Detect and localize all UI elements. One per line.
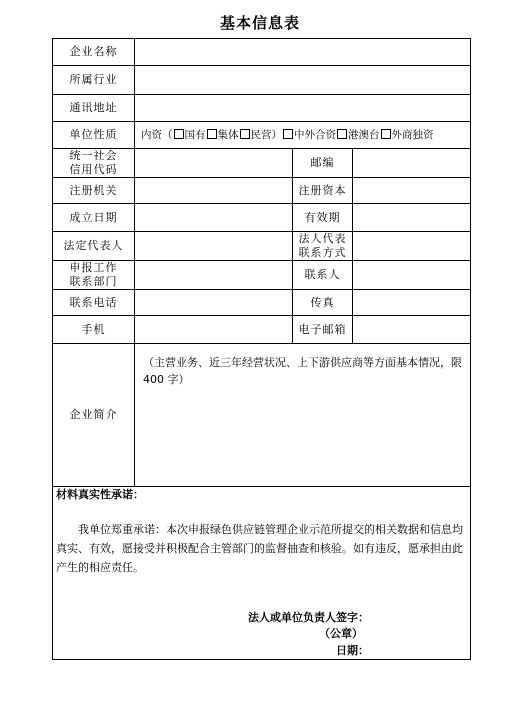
dept-line2: 联系部门 — [69, 275, 118, 288]
reg-authority-field[interactable] — [135, 178, 293, 204]
date-label[interactable]: 日期： — [336, 644, 370, 657]
label-legal-contact — [293, 232, 353, 261]
state-label: 国有 — [184, 129, 206, 141]
label-credit-code — [53, 149, 135, 178]
label-postcode: 邮编 — [293, 149, 353, 178]
legal-contact-field[interactable] — [353, 232, 471, 261]
valid-period-field[interactable] — [353, 204, 471, 232]
state-checkbox[interactable] — [174, 129, 184, 139]
company-name-field[interactable] — [135, 39, 471, 66]
form-title: 基本信息表 — [219, 14, 300, 32]
signature-label[interactable]: 法人或单位负责人签字： — [248, 611, 370, 624]
phone-field[interactable] — [135, 290, 293, 316]
collective-checkbox[interactable] — [207, 129, 217, 139]
intro-hint: （主营业务、近三年经营状况、上下游供应商等方面基本情况，限 400 字） — [143, 356, 462, 386]
label-company-name: 企业名称 — [53, 39, 135, 66]
credit-code-line2: 信用代码 — [69, 163, 118, 176]
email-field[interactable] — [353, 316, 471, 344]
legal-contact-line1: 法人代表 — [298, 232, 347, 245]
intro-field[interactable] — [135, 344, 471, 487]
basic-info-table — [52, 38, 471, 660]
dept-field[interactable] — [135, 261, 293, 290]
label-intro: 企业简介 — [53, 344, 135, 487]
label-fax: 传真 — [293, 290, 353, 316]
label-address: 通讯地址 — [53, 95, 135, 122]
fax-field[interactable] — [353, 290, 471, 316]
unit-nature-options — [135, 122, 471, 149]
jv-label: 中外合资 — [294, 129, 336, 141]
mobile-field[interactable] — [135, 316, 293, 344]
label-reg-authority: 注册机关 — [53, 178, 135, 204]
promise-body: 我单位郑重承诺：本次申报绿色供应链管理企业示范所提交的相关数据和信息均真实、有效，愿接受并积极配合主管部门的监督抽查和核验。如有违反，愿承担由此产生的相应责任。 — [56, 523, 463, 574]
promise-section — [53, 487, 471, 660]
hk-label: 港澳台 — [348, 129, 380, 141]
seal-label: （公章） — [319, 627, 364, 640]
industry-field[interactable] — [135, 66, 471, 95]
contact-person-field[interactable] — [353, 261, 471, 290]
private-label: 民营 — [250, 129, 272, 141]
promise-title: 材料真实性承诺： — [56, 488, 144, 501]
label-industry: 所属行业 — [53, 66, 135, 95]
jv-checkbox[interactable] — [283, 129, 293, 139]
label-legal-rep: 法定代表人 — [53, 232, 135, 261]
label-contact-person: 联系人 — [293, 261, 353, 290]
label-est-date: 成立日期 — [53, 204, 135, 232]
est-date-field[interactable] — [135, 204, 293, 232]
reg-capital-field[interactable] — [353, 178, 471, 204]
credit-code-field[interactable] — [135, 149, 293, 178]
foreign-label: 外商独资 — [391, 129, 434, 141]
private-checkbox[interactable] — [240, 129, 250, 139]
nature-prefix: 内资（ — [141, 129, 173, 141]
label-reg-capital: 注册资本 — [293, 178, 353, 204]
collective-label: 集体 — [217, 129, 239, 141]
hk-checkbox[interactable] — [337, 129, 347, 139]
address-field[interactable] — [135, 95, 471, 122]
dept-line1: 申报工作 — [69, 261, 118, 274]
nature-close: ） — [271, 129, 282, 141]
postcode-field[interactable] — [353, 149, 471, 178]
legal-contact-line2: 联系方式 — [298, 246, 347, 259]
label-phone: 联系电话 — [53, 290, 135, 316]
foreign-checkbox[interactable] — [381, 129, 391, 139]
legal-rep-field[interactable] — [135, 232, 293, 261]
credit-code-line1: 统一社会 — [69, 149, 118, 162]
label-email: 电子邮箱 — [293, 316, 353, 344]
label-unit-nature: 单位性质 — [53, 122, 135, 149]
label-dept — [53, 261, 135, 290]
label-mobile: 手机 — [53, 316, 135, 344]
label-valid-period: 有效期 — [293, 204, 353, 232]
